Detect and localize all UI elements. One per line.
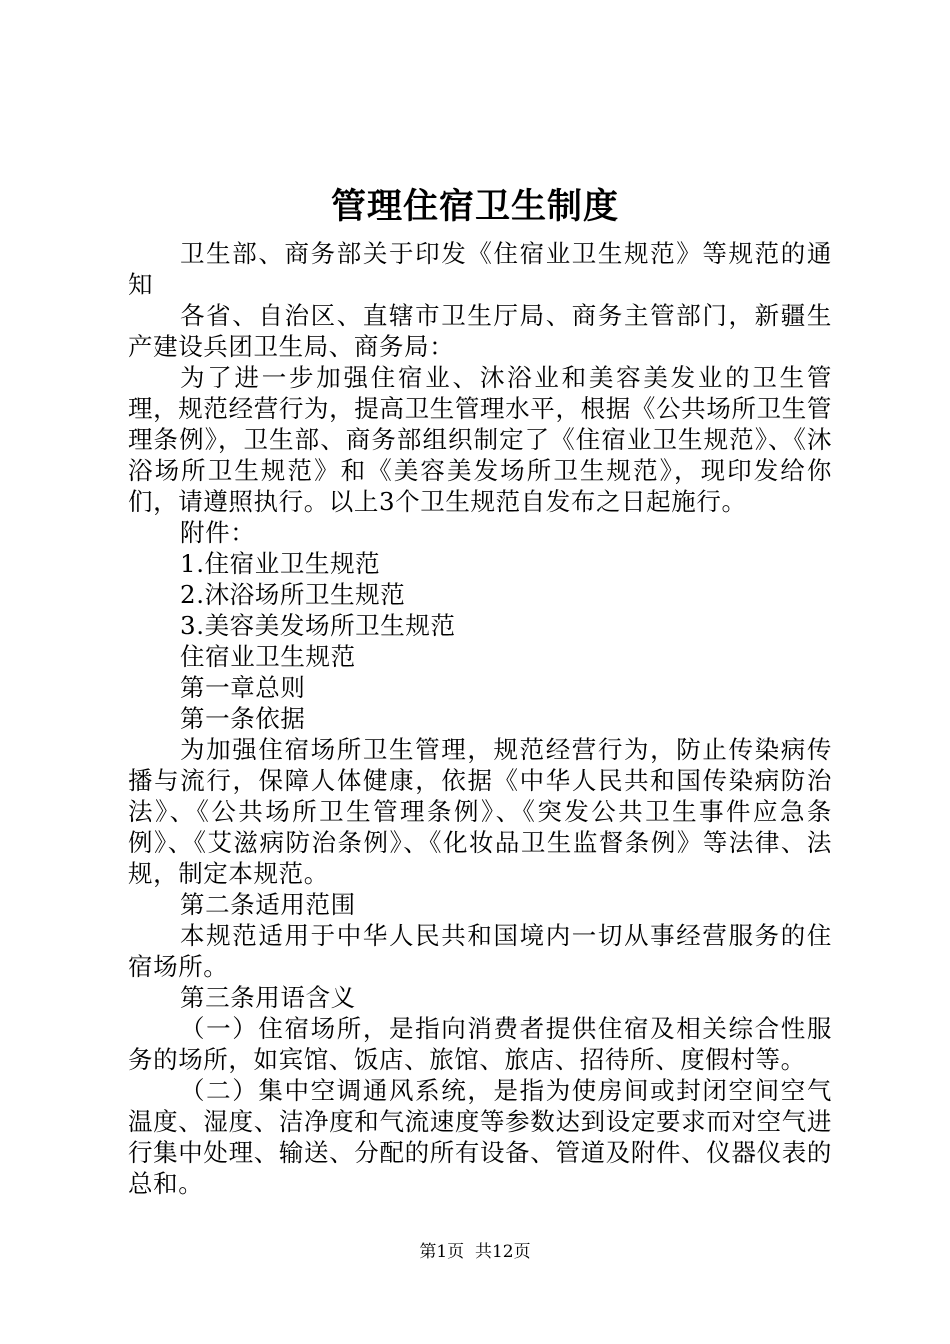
paragraph: 各省、自治区、直辖市卫生厅局、商务主管部门，新疆生产建设兵团卫生局、商务局：: [128, 301, 832, 361]
paragraph: 附件：: [180, 518, 256, 547]
paragraph: 为了进一步加强住宿业、沐浴业和美容美发业的卫生管理，规范经营行为，提高卫生管理水平，根据《公共场所卫生管理条例》，卫生部、商务部组织制定了《住宿业卫生规范》、《沐浴场所卫生规范》和《美容美发场所卫生规范》，现印发给你们，请遵照执行。以上3个卫生规范自发布之日起施行。: [128, 363, 832, 516]
document-body: [128, 238, 832, 1199]
page-footer: [0, 1240, 950, 1264]
paragraph: 第三条用语含义: [180, 983, 356, 1012]
page-number: 第1页 共12页: [419, 1242, 531, 1262]
paragraph: 第一条依据: [180, 704, 306, 733]
paragraph: （一）住宿场所，是指向消费者提供住宿及相关综合性服务的场所，如宾馆、饭店、旅馆、旅店、招待所、度假村等。: [128, 1014, 832, 1074]
paragraph: 1.住宿业卫生规范: [180, 549, 381, 578]
paragraph: 为加强住宿场所卫生管理，规范经营行为，防止传染病传播与流行，保障人体健康，依据《中华人民共和国传染病防治法》、《公共场所卫生管理条例》、《突发公共卫生事件应急条例》、《艾滋病防治条例》、《化妆品卫生监督条例》等法律、法规，制定本规范。: [128, 735, 832, 888]
paragraph: 卫生部、商务部关于印发《住宿业卫生规范》等规范的通知: [128, 239, 832, 299]
paragraph: 2.沐浴场所卫生规范: [180, 580, 406, 609]
paragraph: （二）集中空调通风系统，是指为使房间或封闭空间空气温度、湿度、洁净度和气流速度等参数达到设定要求而对空气进行集中处理、输送、分配的所有设备、管道及附件、仪器仪表的总和。: [128, 1076, 832, 1198]
paragraph: 住宿业卫生规范: [180, 642, 356, 671]
paragraph: 第二条适用范围: [180, 890, 356, 919]
paragraph: 本规范适用于中华人民共和国境内一切从事经营服务的住宿场所。: [128, 921, 832, 981]
paragraph: 第一章总则: [180, 673, 306, 702]
document-title: 管理住宿卫生制度: [330, 186, 619, 227]
paragraph: 3.美容美发场所卫生规范: [180, 611, 456, 640]
